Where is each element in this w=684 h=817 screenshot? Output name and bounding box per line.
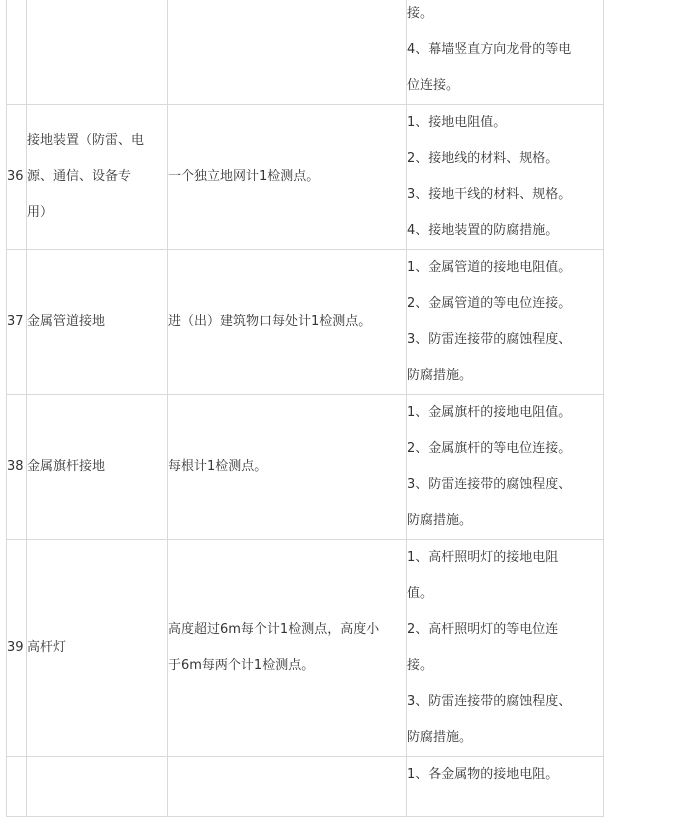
details-cell-line: 3、防雷连接带的腐蚀程度、 [407, 322, 603, 358]
details-cell-line: 3、防雷连接带的腐蚀程度、 [407, 467, 603, 503]
table-row [7, 250, 684, 395]
item-cell [27, 250, 168, 395]
details-cell-line: 4、接地装置的防腐措施。 [407, 213, 603, 249]
details-cell-line: 3、防雷连接带的腐蚀程度、 [407, 684, 603, 720]
details-cell [407, 0, 604, 105]
details-cell-line: 3、接地干线的材料、规格。 [407, 177, 603, 213]
details-cell-line: 1、各金属物的接地电阻。 [407, 757, 603, 793]
table-row [7, 0, 684, 105]
details-cell-line: 接。 [407, 648, 603, 684]
table-row [7, 105, 684, 250]
scope-cell-line: 于6m每两个计1检测点。 [168, 648, 406, 684]
details-cell-line: 防腐措施。 [407, 358, 603, 394]
empty-cell [604, 250, 684, 395]
details-cell [407, 540, 604, 757]
empty-cell [604, 395, 684, 540]
item-cell [27, 0, 168, 105]
row-number: 39 [7, 540, 27, 757]
item-cell-line: 用） [27, 195, 167, 231]
details-cell-line: 接。 [407, 0, 603, 32]
details-cell-line: 4、幕墙竖直方向龙骨的等电 [407, 32, 603, 68]
details-cell [407, 757, 604, 817]
item-cell-line: 高杆灯 [27, 630, 167, 666]
details-cell [407, 105, 604, 250]
details-cell-line: 1、接地电阻值。 [407, 105, 603, 141]
details-cell [407, 250, 604, 395]
item-cell [27, 105, 168, 250]
details-cell-line: 1、高杆照明灯的接地电阻 [407, 540, 603, 576]
empty-cell [604, 757, 684, 817]
scope-cell-line: 进（出）建筑物口每处计1检测点。 [168, 304, 406, 340]
empty-cell [604, 0, 684, 105]
details-cell-line: 值。 [407, 576, 603, 612]
scope-cell-line: 一个独立地网计1检测点。 [168, 159, 406, 195]
details-cell [407, 395, 604, 540]
details-cell-line: 位连接。 [407, 68, 603, 104]
scope-cell [168, 757, 407, 817]
table-row [7, 757, 684, 817]
details-cell-line: 2、高杆照明灯的等电位连 [407, 612, 603, 648]
details-cell-line: 1、金属管道的接地电阻值。 [407, 250, 603, 286]
empty-cell [604, 540, 684, 757]
details-cell-line: 2、金属旗杆的等电位连接。 [407, 431, 603, 467]
details-cell-line: 防腐措施。 [407, 720, 603, 756]
row-number: 38 [7, 395, 27, 540]
details-cell-line: 2、接地线的材料、规格。 [407, 141, 603, 177]
item-cell-line: 金属管道接地 [27, 304, 167, 340]
details-cell-line: 防腐措施。 [407, 503, 603, 539]
scope-cell [168, 0, 407, 105]
row-number [7, 0, 27, 105]
details-cell-line: 1、金属旗杆的接地电阻值。 [407, 395, 603, 431]
item-cell [27, 540, 168, 757]
scope-cell-line: 高度超过6m每个计1检测点，高度小 [168, 612, 406, 648]
scope-cell [168, 540, 407, 757]
inspection-table [6, 0, 684, 817]
item-cell [27, 757, 168, 817]
row-number: 37 [7, 250, 27, 395]
row-number [7, 757, 27, 817]
table-body [7, 0, 684, 817]
table-row [7, 540, 684, 757]
table-row [7, 395, 684, 540]
item-cell [27, 395, 168, 540]
item-cell-line: 接地装置（防雷、电 [27, 123, 167, 159]
row-number: 36 [7, 105, 27, 250]
scope-cell [168, 250, 407, 395]
empty-cell [604, 105, 684, 250]
details-cell-line: 2、金属管道的等电位连接。 [407, 286, 603, 322]
scope-cell [168, 395, 407, 540]
scope-cell [168, 105, 407, 250]
item-cell-line: 源、通信、设备专 [27, 159, 167, 195]
item-cell-line: 金属旗杆接地 [27, 449, 167, 485]
scope-cell-line: 每根计1检测点。 [168, 449, 406, 485]
